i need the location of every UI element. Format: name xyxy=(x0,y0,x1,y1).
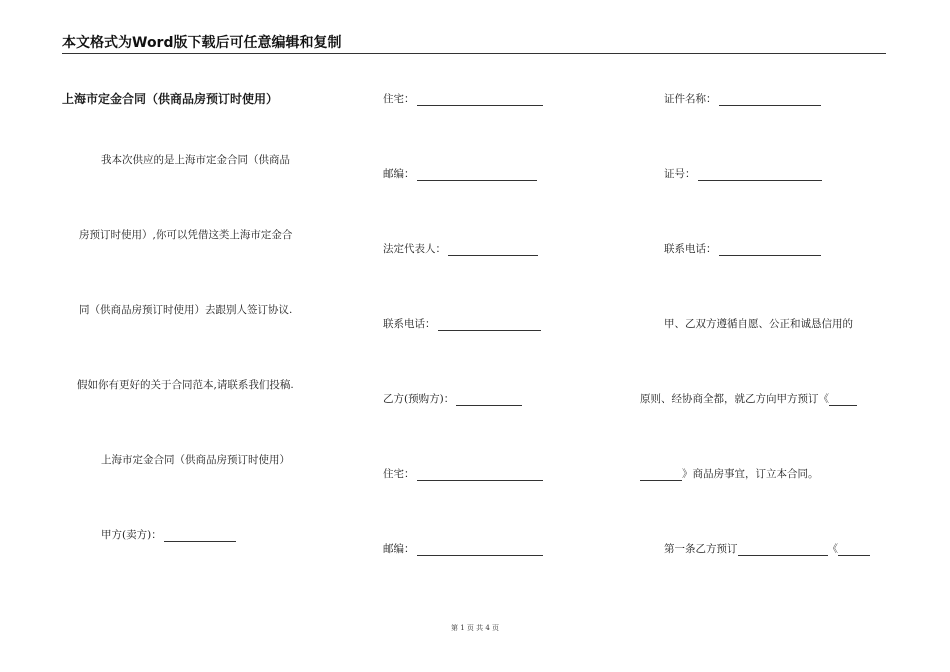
residence-blank[interactable] xyxy=(417,94,543,106)
party-b-field xyxy=(383,392,522,406)
principle-line-3 xyxy=(640,467,819,481)
article-1-blank-2[interactable] xyxy=(838,544,870,556)
contact-phone-field xyxy=(664,242,821,256)
residence-field xyxy=(383,92,543,106)
principle-line-2 xyxy=(640,392,857,406)
contact-phone-label: 联系电话： xyxy=(664,243,717,255)
intro-line-2: 房预订时使用）,你可以凭借这类上海市定金合 xyxy=(79,229,293,241)
postcode-blank[interactable] xyxy=(417,169,537,181)
party-a-field xyxy=(101,528,236,542)
legal-rep-blank[interactable] xyxy=(448,244,538,256)
residence-b-blank[interactable] xyxy=(417,469,543,481)
residence-b-field xyxy=(383,467,543,481)
party-b-blank[interactable] xyxy=(456,394,522,406)
legal-rep-label: 法定代表人： xyxy=(383,243,446,255)
page-footer xyxy=(0,623,950,633)
postcode-b-field xyxy=(383,542,543,556)
contact-phone-blank[interactable] xyxy=(719,244,821,256)
phone-field xyxy=(383,317,541,331)
party-a-label: 甲方(卖方)： xyxy=(101,529,162,541)
intro-line-3: 同（供商品房预订时使用）去跟别人签订协议. xyxy=(79,304,293,316)
phone-blank[interactable] xyxy=(438,319,541,331)
document-header xyxy=(62,34,886,54)
postcode-field xyxy=(383,167,537,181)
id-name-label: 证件名称： xyxy=(664,93,717,105)
title-repeat-line: 上海市定金合同（供商品房预订时使用） xyxy=(101,454,290,466)
article-1-label: 第一条乙方预订 xyxy=(664,543,738,555)
id-number-blank[interactable] xyxy=(698,169,822,181)
intro-line-1: 我本次供应的是上海市定金合同（供商品 xyxy=(101,154,290,166)
header-text: 本文格式为Word版下载后可任意编辑和复制 xyxy=(62,35,342,51)
postcode-b-blank[interactable] xyxy=(417,544,543,556)
party-b-label: 乙方(预购方)： xyxy=(383,393,455,405)
phone-label: 联系电话： xyxy=(383,318,436,330)
project-name-blank-continued[interactable] xyxy=(640,469,682,481)
id-number-label: 证号： xyxy=(664,168,696,180)
principle-line-3-text: 》商品房事宜，订立本合同。 xyxy=(682,468,819,480)
party-a-blank[interactable] xyxy=(164,530,236,542)
residence-label: 住宅： xyxy=(383,93,415,105)
id-number-field xyxy=(664,167,822,181)
article-1-bracket: 《 xyxy=(827,543,838,555)
id-name-field xyxy=(664,92,821,106)
intro-line-4: 假如你有更好的关于合同范本,请联系我们投稿. xyxy=(77,379,294,391)
principle-line-2-text: 原则、经协商全都，就乙方向甲方预订《 xyxy=(640,393,829,405)
article-1-line xyxy=(664,542,870,556)
article-1-blank[interactable] xyxy=(738,544,828,556)
postcode-b-label: 邮编： xyxy=(383,543,415,555)
postcode-label: 邮编： xyxy=(383,168,415,180)
contract-title: 上海市定金合同（供商品房预订时使用） xyxy=(62,92,279,106)
project-name-blank[interactable] xyxy=(829,394,857,406)
legal-rep-field xyxy=(383,242,538,256)
page-number: 第 1 页 共 4 页 xyxy=(450,624,500,632)
principle-line-1: 甲、乙双方遵循自愿、公正和诚恳信用的 xyxy=(664,318,853,330)
id-name-blank[interactable] xyxy=(719,94,821,106)
residence-b-label: 住宅： xyxy=(383,468,415,480)
